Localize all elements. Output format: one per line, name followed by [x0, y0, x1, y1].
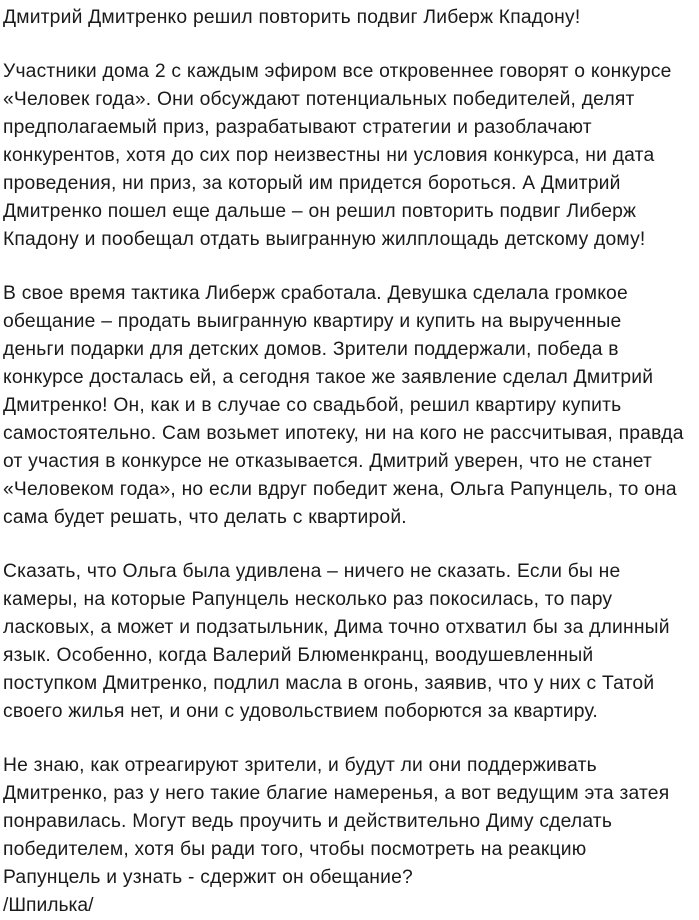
article-headline: Дмитрий Дмитренко решил повторить подвиг Либерж Кпадону!	[3, 7, 581, 28]
article-paragraph-2: В свое время тактика Либерж сработала. Девушка сделала громкое обещание – продать выигранную квартиру и купить на вырученные деньги подарки для детских домов. Зрители поддержали, победа в конкурсе досталась ей, а сегодня такое же заявление сделал Дмитрий Дмитренко! Он, как и в случае со свадьбой, решил квартиру купить самостоятельно. Сам возьмет ипотеку, ни на кого не рассчитывая, правда от участия в конкурсе не отказывается. Дмитрий уверен, что не станет «Человеком года», но если вдруг победит жена, Ольга Рапунцель, то она сама будет решать, что делать с квартирой.	[3, 283, 684, 528]
article-paragraph-3: Сказать, что Ольга была удивлена – ничего не сказать. Если бы не камеры, на которые Рапунцель несколько раз покосилась, то пару ласковых, а может и подзатыльник, Дима точно отхватил бы за длинный язык. Особенно, когда Валерий Блюменкранц, воодушевленный поступком Дмитренко, подлил масла в огонь, заявив, что у них с Татой своего жилья нет, и они с удовольствием поборются за квартиру.	[3, 561, 670, 722]
article-paragraph-1: Участники дома 2 с каждым эфиром все откровеннее говорят о конкурсе «Человек года». Они обсуждают потенциальных победителей, делят предполагаемый приз, разрабатывают стратегии и разоблачают конкурентов, хотя до сих пор неизвестны ни условия конкурса, ни дата проведения, ни приз, за который им придется бороться. А Дмитрий Дмитренко пошел еще дальше – он решил повторить подвиг Либерж Кпадону и пообещал отдать выигранную жилплощадь детскому дому!	[3, 61, 672, 250]
article-signature: /Шпилька/	[3, 895, 94, 916]
article-paragraph-4: Не знаю, как отреагируют зрители, и будут ли они поддерживать Дмитренко, раз у него такие благие намеренья, а вот ведущим эта затея понравилась. Могут ведь проучить и действительно Диму сделать победителем, хотя бы ради того, чтобы посмотреть на реакцию Рапунцель и узнать - сдержит он обещание?	[3, 755, 670, 888]
